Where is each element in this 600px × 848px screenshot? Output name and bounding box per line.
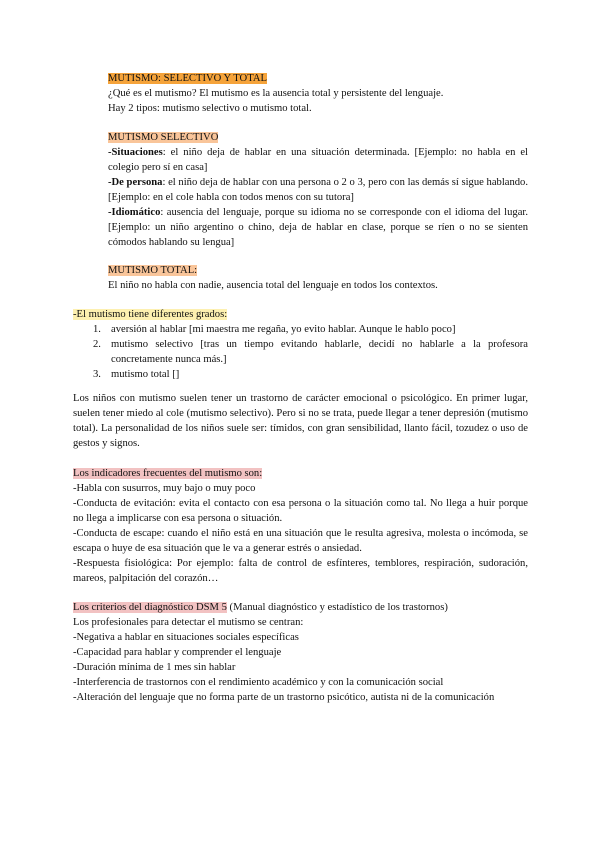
selectivo-item: -De persona: el niño deja de hablar con una persona o 2 o 3, pero con las demás sí sigue hablando.[Ejemplo: en el cole habla con todos menos con su tutora]	[108, 177, 529, 203]
dsm-item: -Alteración del lenguaje que no forma parte de un trastorno psicótico, autista ni de la comunicación	[73, 692, 495, 703]
section-dsm	[73, 600, 528, 705]
heading-total: MUTISMO TOTAL:	[108, 265, 198, 276]
list-item: 2. mutismo selectivo [tras un tiempo evitando hablarle, decidí no hablarle a la profesora concretamente nunca más.]	[93, 339, 528, 365]
list-item: 1. aversión al hablar [mi maestra me regaña, yo evito hablar. Aunque le hablo poco]	[93, 324, 456, 335]
body-paragraph: Los niños con mutismo suelen tener un trastorno de carácter emocional o psicológico. En primer lugar, suelen tener miedo al cole (mutismo selectivo). Pero si no se trata, puede llegar a tener depresión (mutismo total). La personalidad de los niños suele ser: tímidos, con gran sensibilidad, llanto fácil, tozudez o uso de gestos y signos.	[73, 393, 528, 449]
dsm-item: -Interferencia de trastornos con el rendimiento académico y con la comunicación social	[73, 677, 444, 688]
dsm-item: -Capacidad para hablar y comprender el lenguaje	[73, 647, 282, 658]
selectivo-item: -Idiomático: ausencia del lenguaje, porque su idioma no se corresponde con el idioma del lugar. [Ejemplo: un niño argentino o chino, deja de hablar en clase, porque se ríen o no se sienten cómodos hablando su lengua]	[108, 207, 528, 248]
heading-selectivo: MUTISMO SELECTIVO	[108, 132, 219, 143]
section-selectivo	[108, 130, 528, 250]
heading-grados: -El mutismo tiene diferentes grados:	[73, 309, 228, 320]
section-grados	[73, 307, 528, 382]
grados-list	[93, 322, 528, 382]
indicator-item: -Conducta de escape: cuando el niño está en una situación que le resulta agresiva, molesta o incómoda, se escapa o huye de esa situación que le va a generar estrés o ansiedad.	[73, 528, 528, 554]
selectivo-item: -Situaciones: el niño deja de hablar en una situación determinada. [Ejemplo: no habla en el colegio pero sí en casa]	[108, 147, 528, 173]
dsm-item: -Duración mínima de 1 mes sin hablar	[73, 662, 236, 673]
indicator-item: -Conducta de evitación: evita el contacto con esa persona o la situación como tal. No llega a huir porque no llega a implicarse con esa persona o situación.	[73, 498, 528, 524]
section-total	[108, 263, 528, 293]
indicator-item: -Respuesta fisiológica: Por ejemplo: falta de control de esfínteres, temblores, respiración, sudoración, mareos, palpitación del corazón…	[73, 558, 528, 584]
section-indicadores	[73, 466, 528, 586]
dsm-intro: Los profesionales para detectar el mutismo se centran:	[73, 617, 304, 628]
section-intro	[108, 71, 528, 116]
heading-dsm-rest: (Manual diagnóstico y estadístico de los trastornos)	[226, 602, 448, 613]
types-line: Hay 2 tipos: mutismo selectivo o mutismo total.	[108, 103, 312, 114]
heading-mutismo: MUTISMO: SELECTIVO Y TOTAL	[108, 73, 267, 84]
heading-dsm: Los criterios del diagnóstico DSM 5	[73, 602, 227, 613]
dsm-item: -Negativa a hablar en situaciones sociales específicas	[73, 632, 299, 643]
total-text: El niño no habla con nadie, ausencia total del lenguaje en todos los contextos.	[108, 280, 438, 291]
heading-indicadores: Los indicadores frecuentes del mutismo son:	[73, 468, 263, 479]
definition-line: ¿Qué es el mutismo? El mutismo es la ausencia total y persistente del lenguaje.	[108, 88, 444, 99]
indicator-item: -Habla con susurros, muy bajo o muy poco	[73, 483, 256, 494]
list-item: 3. mutismo total []	[93, 369, 180, 380]
